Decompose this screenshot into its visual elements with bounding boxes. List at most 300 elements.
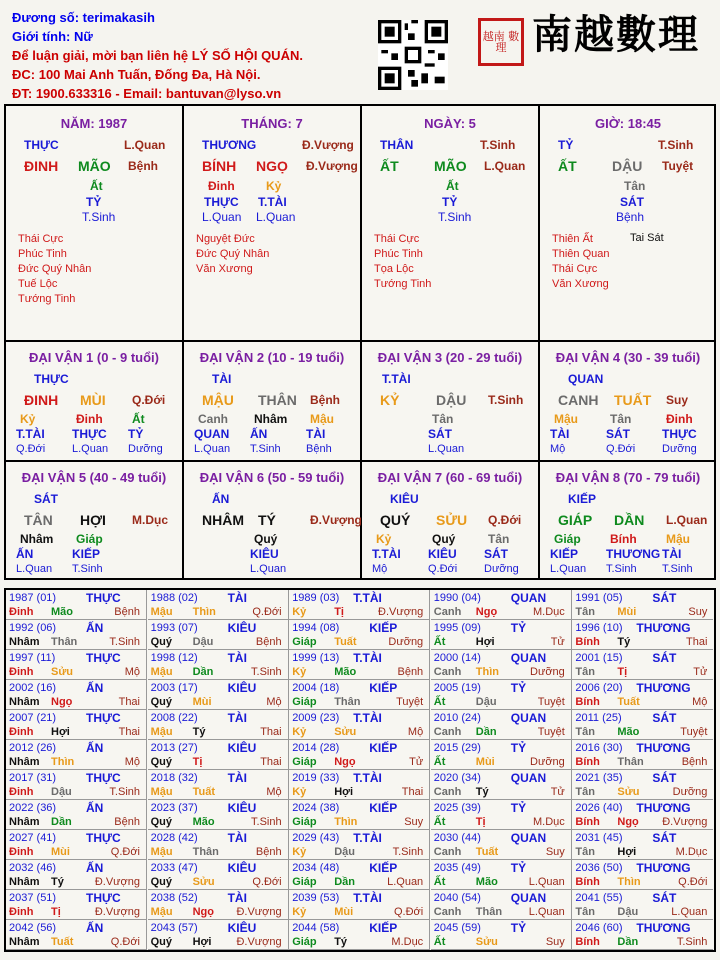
star-item: Tuế Lộc (18, 278, 58, 290)
year-cell (431, 860, 572, 890)
year-label: 2027 (41) (9, 832, 57, 844)
hidden-god: T.TÀI (372, 547, 401, 561)
year-branch: Tị (617, 666, 628, 678)
year-stem: Kỷ (292, 846, 307, 858)
year-cell (148, 920, 289, 950)
year-stem: Tân (575, 726, 595, 738)
year-god: KIẾP (369, 921, 398, 935)
year-branch: Dần (475, 726, 497, 738)
year-label: 1996 (10) (575, 622, 623, 634)
year-god: THƯƠNG (636, 681, 691, 695)
year-state: Thai (260, 756, 282, 768)
hidden-stem: Kỷ (20, 412, 36, 426)
year-cell (572, 650, 713, 680)
year-state: Suy (545, 936, 565, 948)
dai-van-god: KIẾP (568, 492, 597, 506)
hidden-state: T.Sinh (662, 563, 693, 575)
year-stem: Mậu (150, 786, 173, 798)
year-stem: Ất (433, 636, 446, 648)
hidden-state: Mộ (372, 563, 388, 575)
year-state: Suy (688, 606, 708, 618)
year-branch: Thìn (51, 756, 75, 768)
year-god: T.TÀI (353, 651, 382, 665)
year-branch: Tị (334, 606, 344, 618)
year-label: 2046 (60) (575, 922, 623, 934)
dai-van-branch: DẦN (614, 512, 645, 528)
year-god: THƯƠNG (636, 921, 691, 935)
year-state: Mộ (692, 696, 708, 708)
star-item: Tướng Tinh (18, 293, 76, 305)
hidden-state: Dưỡng (484, 563, 519, 575)
year-label: 2024 (38) (292, 802, 340, 814)
year-god: ẤN (86, 861, 104, 875)
pillar-cell (362, 106, 540, 342)
year-state: Đ.Vượng (378, 606, 424, 618)
year-label: 2021 (35) (575, 772, 623, 784)
year-label: 2017 (31) (9, 772, 57, 784)
year-cell (148, 890, 289, 920)
hidden-state: Q.Đới (606, 443, 636, 455)
year-stem: Quý (150, 696, 172, 708)
pillar-title: NĂM: 1987 (60, 116, 128, 131)
gender-line: Giới tính: Nữ (12, 29, 93, 44)
star-item: Phúc Tinh (374, 248, 423, 260)
year-cell (289, 680, 430, 710)
year-god: KIẾP (369, 861, 398, 875)
year-cell (148, 770, 289, 800)
year-branch: Tuất (334, 636, 357, 648)
year-label: 2028 (42) (150, 832, 198, 844)
year-god: THỰC (86, 651, 121, 665)
annual-table (4, 588, 716, 952)
year-god: QUAN (510, 591, 547, 605)
year-label: 1988 (02) (150, 592, 198, 604)
year-label: 2025 (39) (433, 802, 481, 814)
year-god: KIẾP (369, 801, 398, 815)
qr-code-icon (378, 20, 448, 90)
year-state: Bệnh (255, 846, 282, 858)
year-god: TỶ (510, 801, 527, 815)
hidden-god: THỰC (204, 195, 239, 209)
star-item: Tai Sát (630, 232, 664, 244)
year-stem: Canh (433, 786, 462, 798)
year-branch: Dậu (192, 636, 214, 648)
year-stem: Bính (575, 936, 600, 948)
address-line: ĐC: 100 Mai Anh Tuấn, Đống Đa, Hà Nội. (12, 67, 261, 82)
year-branch: Dần (192, 666, 214, 678)
year-state: Bệnh (681, 756, 708, 768)
year-god: ẤN (86, 621, 104, 635)
star-item: Đức Quý Nhân (18, 263, 92, 275)
year-label: 2022 (36) (9, 802, 57, 814)
year-label: 2042 (56) (9, 922, 57, 934)
year-label: 1997 (11) (9, 652, 56, 664)
dai-van-god: THỰC (34, 372, 69, 386)
hidden-state: T.Sinh (82, 210, 116, 224)
year-label: 2000 (14) (433, 652, 481, 664)
year-label: 2037 (51) (9, 892, 57, 904)
star-list (196, 232, 269, 277)
dai-van-god: TÀI (212, 372, 232, 386)
year-god: QUAN (510, 831, 547, 845)
seal-stamp: 越南 數理 (478, 18, 524, 66)
year-branch: Tị (51, 906, 61, 918)
year-god: KIÊU (227, 801, 257, 815)
year-branch: Sửu (617, 786, 640, 798)
year-label: 2041 (55) (575, 892, 623, 904)
year-cell (289, 860, 430, 890)
year-cell (572, 830, 713, 860)
hidden-stem: Giáp (554, 532, 581, 546)
year-state: Q.Đới (252, 876, 282, 888)
year-state: L.Quan (387, 876, 424, 888)
hidden-god: TÀI (662, 547, 682, 561)
hidden-state: T.Sinh (438, 210, 472, 224)
year-stem: Ất (433, 816, 446, 828)
year-branch: Mùi (192, 696, 212, 708)
year-stem: Nhâm (9, 756, 40, 768)
year-branch: Tuất (192, 786, 215, 798)
year-cell (6, 590, 147, 620)
hidden-state: Bệnh (306, 443, 332, 455)
year-state: Thai (401, 786, 424, 798)
dai-van-branch: THÂN (258, 392, 297, 408)
hidden-god: TÀI (550, 427, 570, 441)
year-stem: Giáp (292, 696, 317, 708)
year-stem: Nhâm (9, 816, 40, 828)
year-state: Bệnh (255, 636, 282, 648)
dai-van-stem: KỶ (380, 392, 400, 408)
year-cell (148, 590, 289, 620)
hidden-god: TỶ (442, 195, 458, 209)
year-label: 2010 (24) (433, 712, 481, 724)
pillar-state: Đ.Vượng (306, 159, 358, 173)
year-branch: Hợi (617, 846, 637, 858)
hidden-stem: Tân (624, 179, 646, 193)
year-stem: Bính (575, 816, 600, 828)
dai-van-cell (540, 342, 716, 462)
hidden-god: T.TÀI (258, 195, 287, 209)
year-cell (6, 740, 147, 770)
year-state: T.Sinh (109, 786, 140, 798)
dai-van-cell (6, 342, 184, 462)
year-state: Mộ (407, 726, 424, 738)
year-cell (148, 710, 289, 740)
owner-line: Đương số: terimakasih (12, 10, 155, 25)
dai-van-stem: CANH (558, 392, 599, 408)
year-cell (6, 680, 147, 710)
year-god: KIẾP (369, 681, 398, 695)
year-stem: Nhâm (9, 936, 40, 948)
year-stem: Mậu (150, 906, 173, 918)
dai-van-god: ẤN (212, 492, 230, 506)
year-branch: Tý (475, 786, 489, 798)
year-god: THỰC (86, 591, 121, 605)
year-stem: Canh (433, 846, 462, 858)
year-branch: Mùi (475, 756, 495, 768)
year-state: T.Sinh (109, 636, 140, 648)
hidden-stem: Mậu (666, 532, 690, 546)
year-stem: Đinh (9, 666, 34, 678)
pillar-god-secondary: T.Sinh (658, 138, 694, 152)
year-state: L.Quan (528, 906, 565, 918)
year-label: 2003 (17) (150, 682, 198, 694)
year-cell (6, 890, 147, 920)
hidden-stem: Ất (90, 179, 103, 193)
hidden-god: SÁT (428, 427, 452, 441)
year-branch: Sửu (334, 726, 357, 738)
year-branch: Tuất (617, 696, 640, 708)
hidden-state: Q.Đới (428, 563, 458, 575)
year-god: T.TÀI (353, 831, 382, 845)
pillar-god: TỶ (558, 138, 574, 152)
year-god: THƯƠNG (636, 741, 691, 755)
dai-van-branch: DẬU (436, 392, 467, 408)
year-stem: Ất (433, 876, 446, 888)
year-branch: Thân (475, 906, 503, 918)
hidden-god: KIÊU (250, 547, 279, 561)
year-god: SÁT (652, 831, 677, 845)
year-branch: Thìn (475, 666, 500, 678)
contact-line: Để luận giải, mời bạn liên hệ LÝ SỐ HỘI QUÁN. (12, 48, 303, 63)
dai-van-stem: TÂN (24, 512, 53, 528)
hidden-god: TỶ (128, 427, 144, 441)
year-state: Q.Đới (110, 846, 140, 858)
dai-van-title: ĐẠI VẬN 4 (30 - 39 tuổi) (555, 350, 701, 365)
star-item: Tọa Lộc (374, 263, 414, 275)
year-cell (572, 590, 713, 620)
year-state: M.Dục (391, 936, 424, 948)
year-label: 2013 (27) (150, 742, 198, 754)
dai-van-god: QUAN (568, 372, 604, 386)
dai-van-branch: HỢI (80, 512, 106, 528)
year-god: TÀI (227, 771, 247, 785)
dai-van-state: Bệnh (310, 393, 340, 407)
hidden-state: Dưỡng (662, 443, 697, 455)
year-stem: Kỷ (292, 726, 307, 738)
hidden-state: Q.Đới (16, 443, 46, 455)
year-stem: Kỷ (292, 606, 307, 618)
year-state: Thai (260, 726, 282, 738)
year-god: THỰC (86, 831, 121, 845)
dai-van-title: ĐẠI VẬN 6 (50 - 59 tuổi) (199, 470, 345, 485)
year-god: THỰC (86, 771, 121, 785)
pillar-god-secondary: T.Sinh (480, 138, 516, 152)
year-cell (572, 860, 713, 890)
year-cell (148, 680, 289, 710)
year-stem: Mậu (150, 606, 173, 618)
year-stem: Canh (433, 666, 462, 678)
pillar-title: NGÀY: 5 (424, 116, 476, 131)
year-branch: Ngọ (51, 696, 73, 708)
hidden-god: KIÊU (428, 547, 457, 561)
star-item: Phúc Tinh (18, 248, 67, 260)
pillar-state: Bệnh (128, 159, 158, 173)
dai-van-state: Đ.Vượng (310, 513, 362, 527)
year-god: SÁT (652, 711, 677, 725)
year-branch: Mùi (334, 906, 354, 918)
year-cell (431, 650, 572, 680)
year-stem: Kỷ (292, 786, 307, 798)
year-cell (148, 860, 289, 890)
year-god: SÁT (652, 891, 677, 905)
year-state: Q.Đới (110, 936, 140, 948)
year-label: 2026 (40) (575, 802, 623, 814)
year-cell (289, 740, 430, 770)
year-stem: Nhâm (9, 696, 40, 708)
year-branch: Ngọ (334, 756, 356, 768)
hidden-state: L.Quan (550, 563, 587, 575)
year-god: T.TÀI (353, 711, 382, 725)
year-god: TÀI (227, 711, 247, 725)
year-stem: Tân (575, 666, 595, 678)
year-label: 2044 (58) (292, 922, 340, 934)
year-god: ẤN (86, 801, 104, 815)
year-branch: Thân (617, 756, 644, 768)
year-label: 1998 (12) (150, 652, 198, 664)
year-state: Dưỡng (530, 666, 565, 678)
year-cell (6, 620, 147, 650)
pillar-branch: MÃO (434, 158, 467, 174)
year-state: Bệnh (114, 606, 140, 618)
hidden-stem: Ất (132, 412, 145, 426)
year-god: THƯƠNG (636, 861, 691, 875)
year-cell (289, 770, 430, 800)
year-branch: Dậu (51, 786, 72, 798)
pillar-stem: BÍNH (202, 158, 237, 174)
hidden-god: KIẾP (550, 547, 579, 561)
year-god: KIẾP (369, 621, 398, 635)
year-label: 2002 (16) (9, 682, 57, 694)
dai-van-cell (6, 462, 184, 578)
hidden-state: T.Sinh (606, 563, 637, 575)
hidden-stem: Tân (488, 532, 510, 546)
year-god: T.TÀI (353, 891, 382, 905)
year-state: Đ.Vượng (94, 876, 140, 888)
star-item: Văn Xương (196, 263, 253, 275)
year-god: TỶ (510, 861, 527, 875)
year-stem: Tân (575, 846, 595, 858)
year-label: 2035 (49) (433, 862, 481, 874)
dai-van-cell (540, 462, 716, 578)
dai-van-title: ĐẠI VẬN 5 (40 - 49 tuổi) (21, 470, 167, 485)
hidden-god: TỶ (86, 195, 102, 209)
year-state: Tử (693, 666, 708, 678)
dai-van-state: L.Quan (666, 513, 708, 527)
dai-van-stem: NHÂM (202, 512, 244, 528)
dai-van-state: M.Dục (132, 513, 168, 527)
star-item: Thái Cực (18, 233, 64, 245)
year-label: 2043 (57) (150, 922, 198, 934)
year-label: 2014 (28) (292, 742, 340, 754)
year-branch: Hợi (51, 726, 70, 738)
year-state: Tuyệt (680, 726, 708, 738)
header-info (12, 8, 352, 103)
year-label: 1992 (06) (9, 622, 57, 634)
year-stem: Canh (433, 726, 462, 738)
year-branch: Thân (334, 696, 361, 708)
year-cell (431, 680, 572, 710)
year-branch: Dần (617, 936, 639, 948)
year-god: TÀI (227, 651, 247, 665)
star-item: Thiên Quan (552, 248, 610, 260)
year-stem: Giáp (292, 756, 317, 768)
year-state: Dưỡng (672, 786, 708, 798)
star-item: Nguyệt Đức (196, 233, 255, 245)
year-branch: Tuất (51, 936, 74, 948)
year-cell (431, 920, 572, 950)
dai-van-title: ĐẠI VẬN 8 (70 - 79 tuổi) (555, 470, 701, 485)
year-stem: Quý (150, 936, 172, 948)
year-branch: Thìn (192, 606, 216, 618)
hidden-god: QUAN (194, 427, 230, 441)
year-branch: Tị (475, 816, 486, 828)
year-cell (431, 710, 572, 740)
hidden-stem: Ất (446, 179, 459, 193)
dai-van-cell (362, 342, 540, 462)
hidden-stem: Mậu (310, 412, 334, 426)
year-state: Suy (545, 846, 565, 858)
year-cell (148, 650, 289, 680)
year-branch: Mão (334, 666, 357, 678)
year-state: Dưỡng (388, 636, 424, 648)
year-label: 1990 (04) (433, 592, 481, 604)
year-state: Tuyệt (537, 696, 565, 708)
year-stem: Kỷ (292, 666, 307, 678)
hidden-god: ẤN (16, 547, 34, 561)
dai-van-title: ĐẠI VẬN 3 (20 - 29 tuổi) (377, 350, 523, 365)
year-god: SÁT (652, 771, 677, 785)
year-god: ẤN (86, 681, 104, 695)
year-branch: Tý (617, 636, 631, 648)
dai-van-branch: SỬU (436, 512, 468, 528)
year-stem: Đinh (9, 906, 34, 918)
year-branch: Sửu (475, 936, 498, 948)
year-label: 1993 (07) (150, 622, 198, 634)
year-label: 1999 (13) (292, 652, 340, 664)
hidden-stem: Quý (254, 532, 278, 546)
year-stem: Giáp (292, 936, 317, 948)
year-god: T.TÀI (353, 771, 382, 785)
dai-van-title: ĐẠI VẬN 7 (60 - 69 tuổi) (377, 470, 523, 485)
year-stem: Canh (433, 606, 462, 618)
dai-van-god: T.TÀI (382, 372, 411, 386)
year-stem: Tân (575, 786, 595, 798)
logo-text: 南越數理 (532, 11, 700, 58)
year-cell (6, 650, 147, 680)
year-state: T.Sinh (251, 816, 282, 828)
hidden-stem: Đinh (666, 412, 693, 426)
year-god: SÁT (652, 651, 677, 665)
year-cell (431, 830, 572, 860)
hidden-stem: Tân (610, 412, 632, 426)
year-god: QUAN (510, 891, 547, 905)
year-cell (572, 710, 713, 740)
year-stem: Quý (150, 816, 172, 828)
year-cell (6, 830, 147, 860)
year-stem: Nhâm (9, 876, 40, 888)
year-god: KIÊU (227, 861, 257, 875)
year-god: KIẾP (369, 741, 398, 755)
hidden-state: Mộ (550, 443, 566, 455)
year-stem: Quý (150, 756, 172, 768)
year-god: KIÊU (227, 681, 257, 695)
year-cell (6, 920, 147, 950)
year-label: 1989 (03) (292, 592, 340, 604)
year-stem: Giáp (292, 816, 317, 828)
year-label: 2039 (53) (292, 892, 340, 904)
pillar-branch: DẬU (612, 158, 643, 174)
